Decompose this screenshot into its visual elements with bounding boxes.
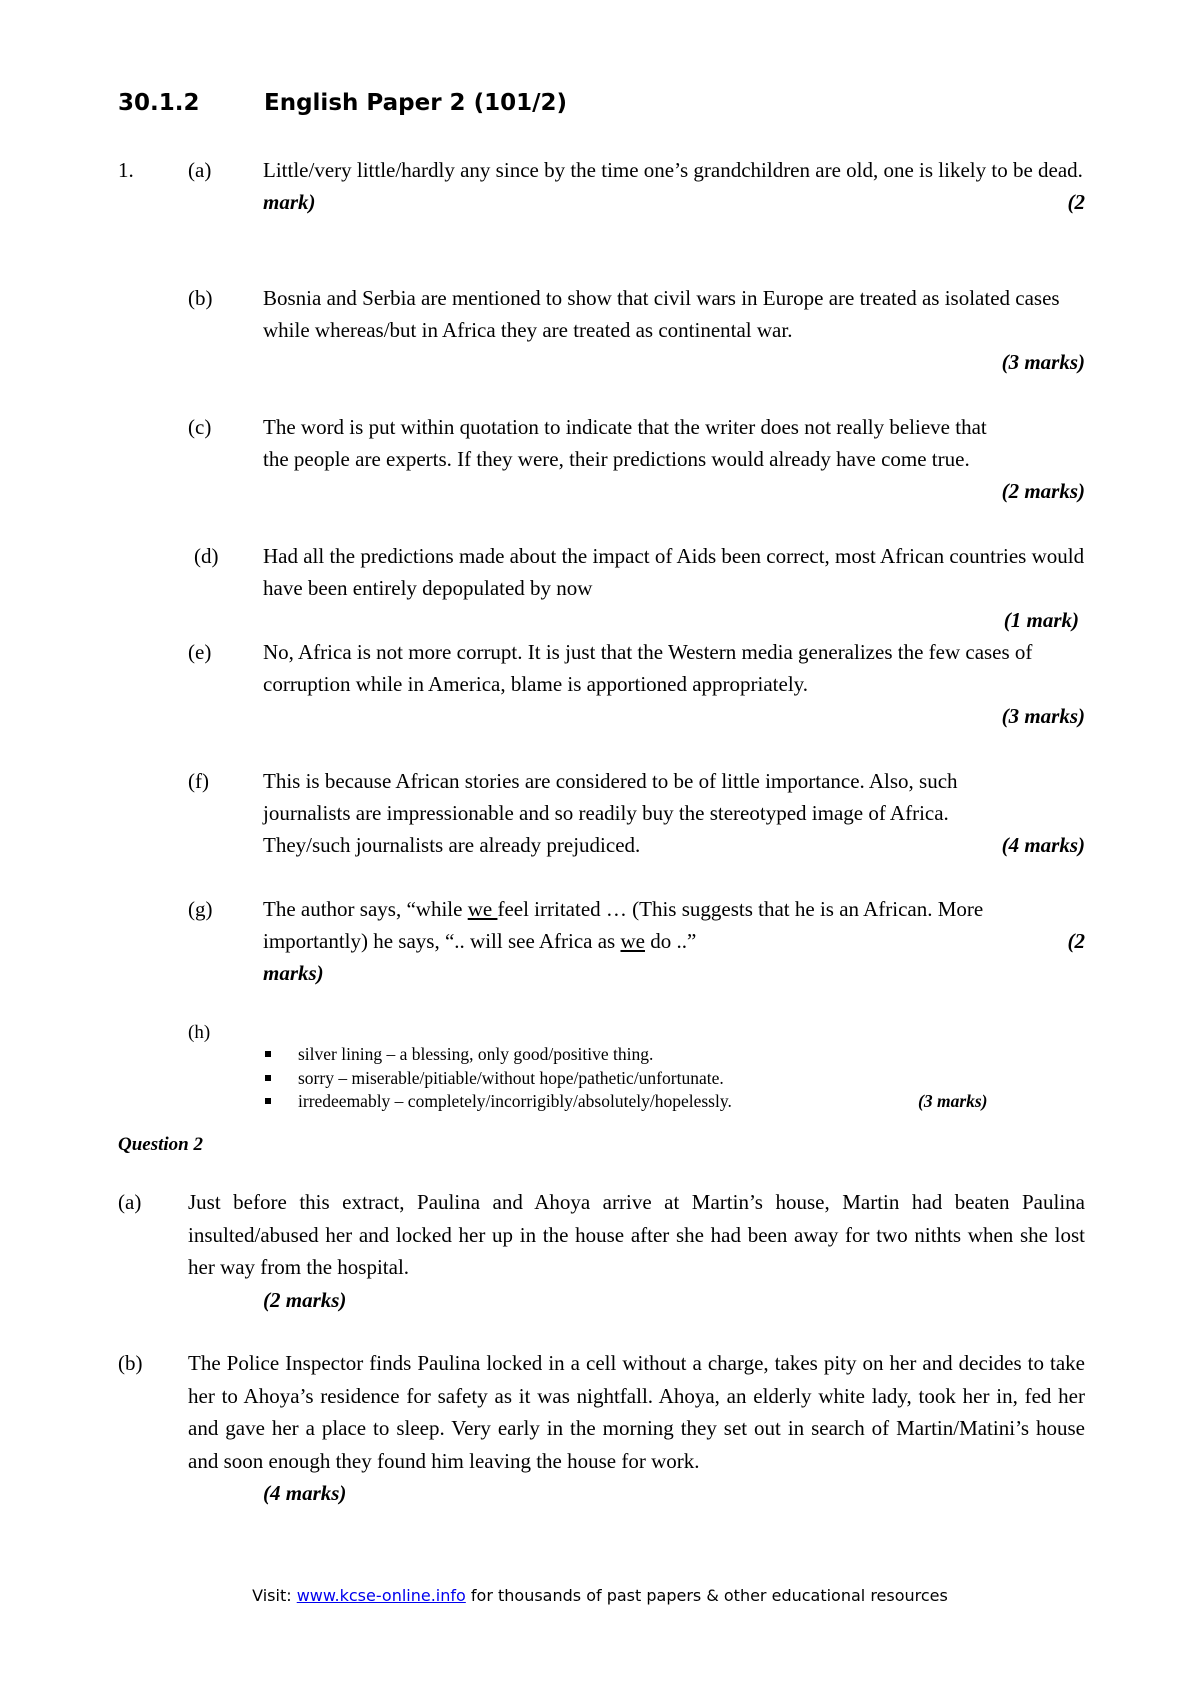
marks-label: (3 marks) bbox=[1001, 704, 1085, 728]
item-label: (b) bbox=[118, 1351, 143, 1375]
marks-label: (4 marks) bbox=[1001, 833, 1085, 857]
item-label: (f) bbox=[188, 769, 209, 793]
emphasis-we: we bbox=[620, 929, 645, 953]
answer-text: Had all the predictions made about the impact of Aids been correct, most African countries would have been entirely depopulated by now bbox=[263, 544, 1085, 600]
item-label: (d) bbox=[194, 544, 219, 568]
marks-label: (2 bbox=[1067, 190, 1085, 214]
footer-visit-label: Visit: bbox=[252, 1586, 292, 1605]
answer-text: This is because African stories are considered to be of little importance. Also, such journalists are impressionable and so readily buy the stereotyped image of Africa. They/such journalists are already prejudiced. bbox=[263, 769, 958, 857]
item-label: (e) bbox=[188, 640, 212, 664]
list-item: silver lining – a blessing, only good/positive thing. bbox=[263, 1043, 1023, 1067]
synonym-list bbox=[263, 1043, 1023, 1114]
answer-text: Bosnia and Serbia are mentioned to show that civil wars in Europe are treated as isolated cases while whereas/but in Africa they are treated as continental war. bbox=[263, 286, 1060, 342]
item-label: (c) bbox=[188, 415, 212, 439]
page-title bbox=[118, 90, 567, 116]
section-number: 30.1.2 bbox=[118, 90, 200, 116]
answer-text: The word is put within quotation to indicate that the writer does not really believe that the people are experts. If they were, their predictions would already have come true. bbox=[263, 415, 987, 471]
question-number: 1. bbox=[118, 158, 134, 182]
list-item: irredeemably – completely/incorrigibly/absolutely/hopelessly. (3 marks) bbox=[263, 1090, 1023, 1114]
item-answer bbox=[263, 893, 1085, 989]
item-label: (g) bbox=[188, 897, 213, 921]
item-label: (h) bbox=[188, 1022, 211, 1043]
answer-text-part2: feel irritated … (This suggests that he is an African. More importantly) he says, “.. will see Africa as bbox=[263, 897, 984, 953]
marks-label-continued: marks) bbox=[263, 961, 324, 985]
item-label: (a) bbox=[188, 158, 212, 182]
answer-text: The Police Inspector finds Paulina locked in a cell without a charge, takes pity on her and decides to take her to Ahoya’s residence for safety as it was nightfall. Ahoya, an elderly white lady, took her in, fed her and gave her a place to sleep. Very early in the morning they set out in search of Martin/Matini’s house and soon enough they found him leaving the house for work. bbox=[188, 1351, 1085, 1473]
footer-tagline: for thousands of past papers & other educational resources bbox=[470, 1586, 948, 1605]
page-footer bbox=[0, 1586, 1200, 1605]
item-answer bbox=[263, 411, 1085, 507]
marks-label: (2 bbox=[1067, 929, 1085, 953]
marks-label: (3 marks) bbox=[1001, 350, 1085, 374]
marks-label: (1 mark) bbox=[1003, 608, 1079, 632]
question2-heading: Question 2 bbox=[118, 1134, 203, 1155]
item-label: (b) bbox=[188, 286, 213, 310]
bullet-square-icon bbox=[265, 1098, 271, 1104]
item-answer bbox=[263, 765, 1085, 861]
item-answer bbox=[263, 540, 1085, 636]
marks-label: (3 marks) bbox=[918, 1091, 988, 1111]
website-link[interactable]: www.kcse-online.info bbox=[296, 1586, 466, 1605]
item-answer bbox=[263, 636, 1085, 732]
answer-text: No, Africa is not more corrupt. It is just that the Western media generalizes the few cases of corruption while in America, blame is apportioned appropriately. bbox=[263, 640, 1033, 696]
item-label: (a) bbox=[118, 1190, 142, 1214]
bullet-square-icon bbox=[265, 1075, 271, 1081]
answer-text: Little/very little/hardly any since by the time one’s grandchildren are old, one is likely to be dead. bbox=[263, 158, 1083, 182]
marks-label: (2 marks) bbox=[1001, 479, 1085, 503]
item-answer bbox=[188, 1347, 1085, 1510]
marks-label-continued: mark) bbox=[263, 190, 316, 214]
answer-text-part3: do ..” bbox=[644, 929, 697, 953]
answer-text-part1: The author says, “while bbox=[263, 897, 468, 921]
item-answer bbox=[263, 282, 1085, 378]
paper-title: English Paper 2 (101/2) bbox=[264, 90, 568, 116]
emphasis-we: we bbox=[467, 897, 498, 921]
marks-label: (4 marks) bbox=[263, 1481, 347, 1505]
item-answer bbox=[263, 154, 1085, 218]
answer-text: Just before this extract, Paulina and Ahoya arrive at Martin’s house, Martin had beaten Paulina insulted/abused her and locked her up in the house after she had been away for two nithts when she lost her way from the hospital. bbox=[188, 1190, 1085, 1279]
list-item: sorry – miserable/pitiable/without hope/pathetic/unfortunate. bbox=[263, 1067, 1023, 1091]
item-answer bbox=[188, 1186, 1085, 1316]
marks-label: (2 marks) bbox=[263, 1287, 347, 1312]
bullet-square-icon bbox=[265, 1051, 271, 1057]
